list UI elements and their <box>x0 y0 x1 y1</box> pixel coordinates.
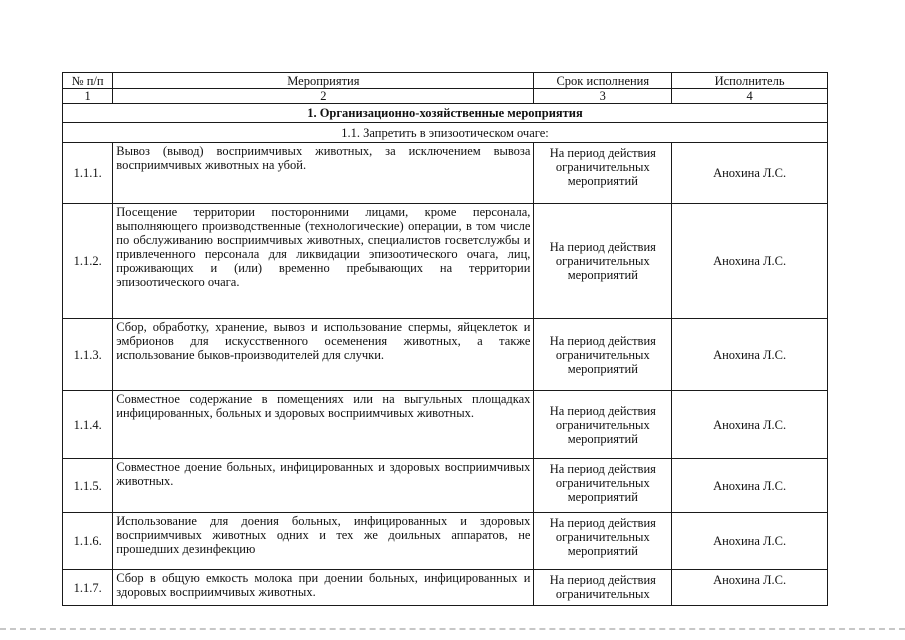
table-row <box>63 204 828 319</box>
subsection-row <box>63 123 828 143</box>
row-term: На период действия ограничительных <box>534 570 672 606</box>
header-activity: Мероприятия <box>113 73 534 89</box>
row-executor: Анохина Л.С. <box>672 513 828 570</box>
row-executor: Анохина Л.С. <box>672 204 828 319</box>
table-row <box>63 143 828 204</box>
column-number-row <box>63 89 828 104</box>
row-term: На период действия ограничительных мероприятий <box>534 319 672 391</box>
row-activity: Совместное содержание в помещениях или на выгульных площадках инфицированных, больных и здоровых восприимчивых животных. <box>113 391 534 459</box>
subsection-title: 1.1. Запретить в эпизоотическом очаге: <box>63 123 828 143</box>
table-row <box>63 570 828 606</box>
row-executor: Анохина Л.С. <box>672 570 828 606</box>
scan-artifact-line <box>0 628 905 630</box>
row-term: На период действия ограничительных мероприятий <box>534 204 672 319</box>
row-activity: Сбор в общую емкость молока при доении больных, инфицированных и здоровых восприимчивых животных. <box>113 570 534 606</box>
row-term: На период действия ограничительных мероприятий <box>534 391 672 459</box>
row-number: 1.1.7. <box>63 570 113 606</box>
column-number: 2 <box>113 89 534 104</box>
row-number: 1.1.3. <box>63 319 113 391</box>
row-term: На период действия ограничительных мероприятий <box>534 513 672 570</box>
row-term: На период действия ограничительных мероприятий <box>534 459 672 513</box>
row-number: 1.1.4. <box>63 391 113 459</box>
section-row <box>63 104 828 123</box>
section-title: 1. Организационно-хозяйственные мероприятия <box>63 104 828 123</box>
header-term: Срок исполнения <box>534 73 672 89</box>
row-activity: Использование для доения больных, инфицированных и здоровых восприимчивых животных одних и тех же доильных аппаратов, не прошедших дезинфекцию <box>113 513 534 570</box>
row-executor: Анохина Л.С. <box>672 319 828 391</box>
row-number: 1.1.5. <box>63 459 113 513</box>
row-executor: Анохина Л.С. <box>672 459 828 513</box>
table-row <box>63 513 828 570</box>
header-row <box>63 73 828 89</box>
table-row <box>63 459 828 513</box>
table-row <box>63 391 828 459</box>
row-number: 1.1.6. <box>63 513 113 570</box>
column-number: 4 <box>672 89 828 104</box>
row-activity: Вывоз (вывод) восприимчивых животных, за исключением вывоза восприимчивых животных на убой. <box>113 143 534 204</box>
header-executor: Исполнитель <box>672 73 828 89</box>
row-activity: Сбор, обработку, хранение, вывоз и использование спермы, яйцеклеток и эмбрионов для искусственного осеменения животных, а также использование быков-производителей для случки. <box>113 319 534 391</box>
row-activity: Посещение территории посторонними лицами, кроме персонала, выполняющего производственные (технологические) операции, в том числе по обслуживанию восприимчивых животных, специалистов госветслужбы и привлеченного персонала для ликвидации эпизоотического очага, лиц, проживающих и (или) временно пребывающих на территории эпизоотического очага. <box>113 204 534 319</box>
header-num: № п/п <box>63 73 113 89</box>
table-row <box>63 319 828 391</box>
column-number: 1 <box>63 89 113 104</box>
row-term: На период действия ограничительных мероприятий <box>534 143 672 204</box>
column-number: 3 <box>534 89 672 104</box>
measures-table <box>62 72 828 606</box>
row-number: 1.1.2. <box>63 204 113 319</box>
row-executor: Анохина Л.С. <box>672 391 828 459</box>
row-number: 1.1.1. <box>63 143 113 204</box>
row-activity: Совместное доение больных, инфицированных и здоровых восприимчивых животных. <box>113 459 534 513</box>
row-executor: Анохина Л.С. <box>672 143 828 204</box>
